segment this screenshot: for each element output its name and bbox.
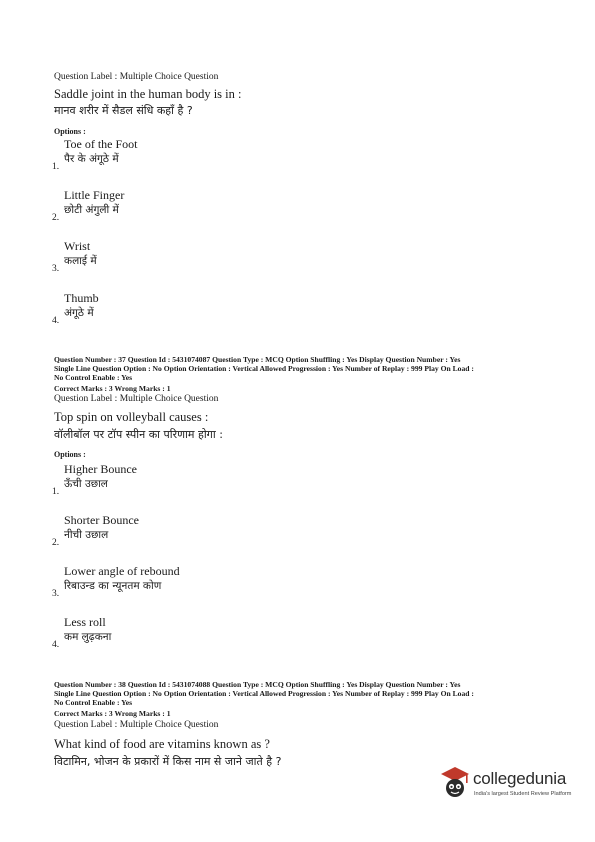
question-text-english: Saddle joint in the human body is in : xyxy=(54,87,242,101)
question-text-hindi: वॉलीबॉल पर टॉप स्पीन का परिणाम होगा : xyxy=(54,428,223,441)
option-text-english: Thumb xyxy=(64,291,99,305)
meta-line: No Control Enable : Yes xyxy=(54,698,133,707)
option-3[interactable] xyxy=(52,239,352,279)
option-2[interactable] xyxy=(52,188,352,228)
option-number: 3. xyxy=(52,589,60,599)
meta-line: Single Line Question Option : No Option Orientation : Vertical Allowed Progression : Yes Number of Replay : 999 Play On Load : xyxy=(54,689,474,698)
option-number: 4. xyxy=(52,316,60,326)
question-text-english: What kind of food are vitamins known as ? xyxy=(54,737,270,751)
option-number: 2. xyxy=(52,213,60,223)
question-text-hindi: विटामिन, भोजन के प्रकारों में किस नाम से जाने जाते है ? xyxy=(54,755,282,768)
question-label: Question Label : Multiple Choice Question xyxy=(54,394,219,404)
option-text-hindi: छोटी अंगुली में xyxy=(64,204,119,216)
option-text-english: Wrist xyxy=(64,239,91,253)
option-text-hindi: पैर के अंगूठे में xyxy=(64,153,119,165)
question-text-english: Top spin on volleyball causes : xyxy=(54,410,209,424)
option-text-hindi: ऊँची उछाल xyxy=(64,478,108,490)
options-label: Options : xyxy=(54,450,86,459)
logo-tagline: India's largest Student Review Platform xyxy=(474,791,572,797)
marks-info: Correct Marks : 3 Wrong Marks : 1 xyxy=(54,384,171,393)
option-text-hindi: कम लुढ़कना xyxy=(64,631,112,643)
option-text-english: Lower angle of rebound xyxy=(64,564,180,578)
option-text-english: Higher Bounce xyxy=(64,462,137,476)
meta-line: Question Number : 37 Question Id : 5431074087 Question Type : MCQ Option Shuffling : Yes Display Question Number : Yes xyxy=(54,355,461,364)
options-label: Options : xyxy=(54,127,86,136)
graduate-mascot-icon xyxy=(437,764,473,804)
option-number: 4. xyxy=(52,640,60,650)
option-4[interactable] xyxy=(52,291,352,331)
option-3[interactable] xyxy=(52,564,352,604)
option-text-hindi: कलाई में xyxy=(64,255,97,267)
question-meta xyxy=(54,355,544,382)
option-text-english: Little Finger xyxy=(64,188,125,202)
meta-line: Question Number : 38 Question Id : 5431074088 Question Type : MCQ Option Shuffling : Yes Display Question Number : Yes xyxy=(54,680,461,689)
option-text-hindi: रिबाउन्ड का न्यूनतम कोण xyxy=(64,580,162,592)
option-number: 1. xyxy=(52,162,60,172)
option-1[interactable] xyxy=(52,137,352,177)
option-text-hindi: नीची उछाल xyxy=(64,529,109,541)
meta-line: Single Line Question Option : No Option Orientation : Vertical Allowed Progression : Yes Number of Replay : 999 Play On Load : xyxy=(54,364,474,373)
option-text-english: Toe of the Foot xyxy=(64,137,138,151)
option-text-hindi: अंगूठे में xyxy=(64,307,94,319)
meta-line: No Control Enable : Yes xyxy=(54,373,133,382)
option-1[interactable] xyxy=(52,462,352,502)
marks-info: Correct Marks : 3 Wrong Marks : 1 xyxy=(54,709,171,718)
option-text-english: Shorter Bounce xyxy=(64,513,139,527)
collegedunia-logo xyxy=(437,764,577,808)
question-label: Question Label : Multiple Choice Question xyxy=(54,720,219,730)
option-number: 3. xyxy=(52,264,60,274)
question-text-hindi: मानव शरीर में सैडल संधि कहाँ है ? xyxy=(54,104,193,117)
option-4[interactable] xyxy=(52,615,352,655)
question-label: Question Label : Multiple Choice Question xyxy=(54,72,219,82)
option-number: 2. xyxy=(52,538,60,548)
option-number: 1. xyxy=(52,487,60,497)
logo-wordmark: collegedunia xyxy=(473,769,567,788)
question-meta xyxy=(54,680,544,707)
option-2[interactable] xyxy=(52,513,352,553)
option-text-english: Less roll xyxy=(64,615,106,629)
